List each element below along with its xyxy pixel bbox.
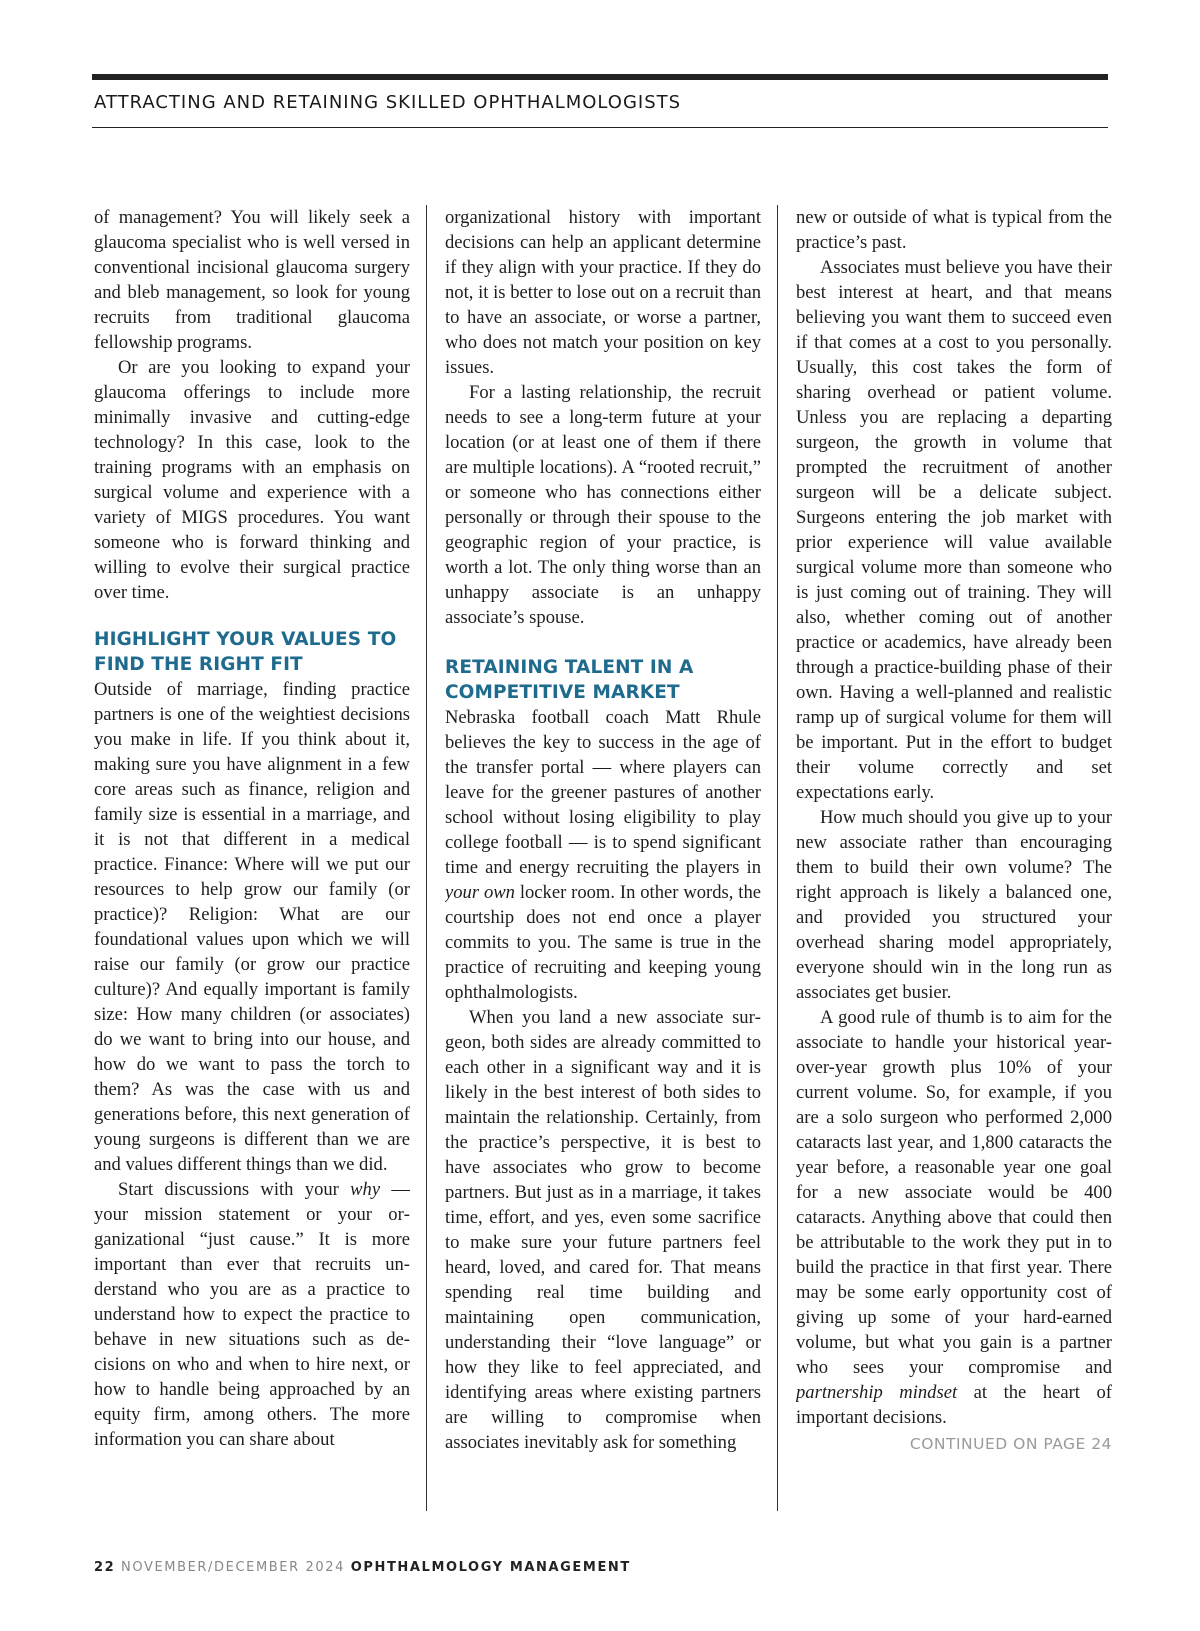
text-run: at the heart of important decisions. [796,1382,1112,1428]
paragraph: Or are you looking to expand your glaucoma offerings to include more minimally invasive and cutting-edge technology? In this case, look to the training programs with an emphasis on surgical volume and experience with a variety of MIGS procedures. You want someone who is forward thinking and willing to evolve their surgical practice over time. [94,357,410,603]
page-footer [94,1560,631,1575]
paragraph: of management? You will likely seek a glaucoma specialist who is well versed in conventional incisional glaucoma surgery and bleb management, so look for young recruits from traditional glaucoma fellowship programs. [94,207,410,353]
paragraph: organizational history with important decisions can help an applicant determine if they align with your practice. If they do not, it is better to lose out on a recruit than to have an associate, or worse a partner, who does not match your position on key issues. [445,207,761,378]
paragraph: Associates must believe you have their best interest at heart, and that means believing you want them to succeed even if that comes at a cost to you personally. Usually, this cost takes the form of sharing overhead or patient volume. Unless you are replacing a departing surgeon, the growth in volume that prompted the recruitment of another surgeon will be a delicate subject. Surgeons entering the job market with prior experience will value available surgical volume more than someone who is just coming out of training. They will also, whether coming out of another practice or academics, have already been through a practice-building phase of their own. Having a well-planned and realistic ramp up of surgical volume for them will be important. Put in the effort to budget their volume correctly and set expectations early. [796,257,1112,803]
issue-date: NOVEMBER/DECEMBER 2024 [121,1560,345,1575]
column-divider [426,205,427,1511]
article-column-2 [445,205,761,1515]
spacer [94,605,410,627]
publication-name: OPHTHALMOLOGY MANAGEMENT [350,1560,631,1575]
text-run: locker room. In other words, the courtship does not end once a player commits to you. The same is true in the practice of recruiting and keeping young ophthalmologists. [445,882,761,1003]
paragraph: How much should you give up to your new associate rather than encouraging them to build their own volume? The right approach is likely a balanced one, and provided you structured your overhead sharing model appropriately, everyone should win in the long run as associates get busier. [796,807,1112,1003]
emphasis: partnership mindset [796,1382,958,1403]
text-run: —your mission statement or your organizational “just cause.” It is more important than ever that recruits understand who you are as a practice to understand how to expect the practice to behave in new situations such as decisions on who and when to hire next, or how to handle being approached by an equity firm, among others. The more information you can share about [94,1179,410,1450]
continued-notice[interactable]: CONTINUED ON PAGE 24 [909,1435,1112,1453]
title-rule [92,127,1108,128]
emphasis: why [350,1179,381,1200]
paragraph: When you land a new associate surgeon, both sides are already committed to each other in a significant way and it is likely in the best interest of both sides to maintain the relationship. Certainly, from the practice’s perspective, it is best to have associates who grow to become partners. But just as in a marriage, it takes time, effort, and yes, even some sacrifice to make sure your future partners feel heard, loved, and cared for. That means spending real time building and maintaining open communication, understanding their “love language” or how they like to feel appreciated, and identifying areas where existing partners are willing to compromise when associates inevitably ask for something [445,1007,761,1453]
column-divider [777,205,778,1511]
paragraph [796,1005,1112,1430]
page-number: 22 [94,1560,116,1575]
subheading: HIGHLIGHT YOUR VALUES TO FIND THE RIGHT FIT [94,629,397,675]
paragraph [94,1177,410,1452]
section-title: ATTRACTING AND RETAINING SKILLED OPHTHALMOLOGISTS [94,92,682,113]
subheading: RETAINING TALENT IN A COMPETITIVE MARKET [445,657,694,703]
spacer [445,630,761,655]
paragraph: new or outside of what is typical from the practice’s past. [796,207,1112,253]
text-run: A good rule of thumb is to aim for the associate to handle your historical year-over-year growth plus 10% of your current volume. So, for example, if you are a solo surgeon who performed 2,000 cataracts last year, and 1,800 cataracts the year before, a reasonable year one goal for a new associate would be 400 cataracts. Anything above that could then be attributable to the work they put in to build the practice in that first year. There may be some early opportunity cost of giving up some of your hard-earned volume, but what you gain is a partner who sees your compromise and [796,1007,1112,1378]
article-column-1 [94,205,410,1515]
text-run: Nebraska football coach Matt Rhule believes the key to success in the age of the transfer portal — where players can leave for the greener pastures of another school without losing eligibility to play college football — is to spend significant time and energy recruiting the players in [445,707,761,878]
emphasis: your own [445,882,515,903]
paragraph: For a lasting relationship, the recruit needs to see a long-term future at your location (or at least one of them if there are multiple locations). A “rooted recruit,” or someone who has connections either personally or through their spouse to the geographic region of your practice, is worth a lot. The only thing worse than an unhappy associate is an unhappy associate’s spouse. [445,382,761,628]
text-run: Start discussions with your [118,1179,351,1200]
paragraph [445,705,761,1005]
paragraph: Outside of marriage, finding practice partners is one of the weightiest decisions you make in life. If you think about it, making sure you have alignment in a few core areas such as finance, religion and family size is essential in a marriage, and it is not that different in a medical practice. Finance: Where will we put our resources to help grow our family (or practice)? Religion: What are our foundational values upon which we will raise our family (or grow our practice culture)? And equally important is family size: How many children (or associates) do we want to bring into our house, and how do we want to pass the torch to them? As was the case with us and generations before, this next generation of young surgeons is different than we are and values different things than we did. [94,679,410,1175]
article-column-3 [796,205,1112,1515]
top-rule [92,74,1108,80]
